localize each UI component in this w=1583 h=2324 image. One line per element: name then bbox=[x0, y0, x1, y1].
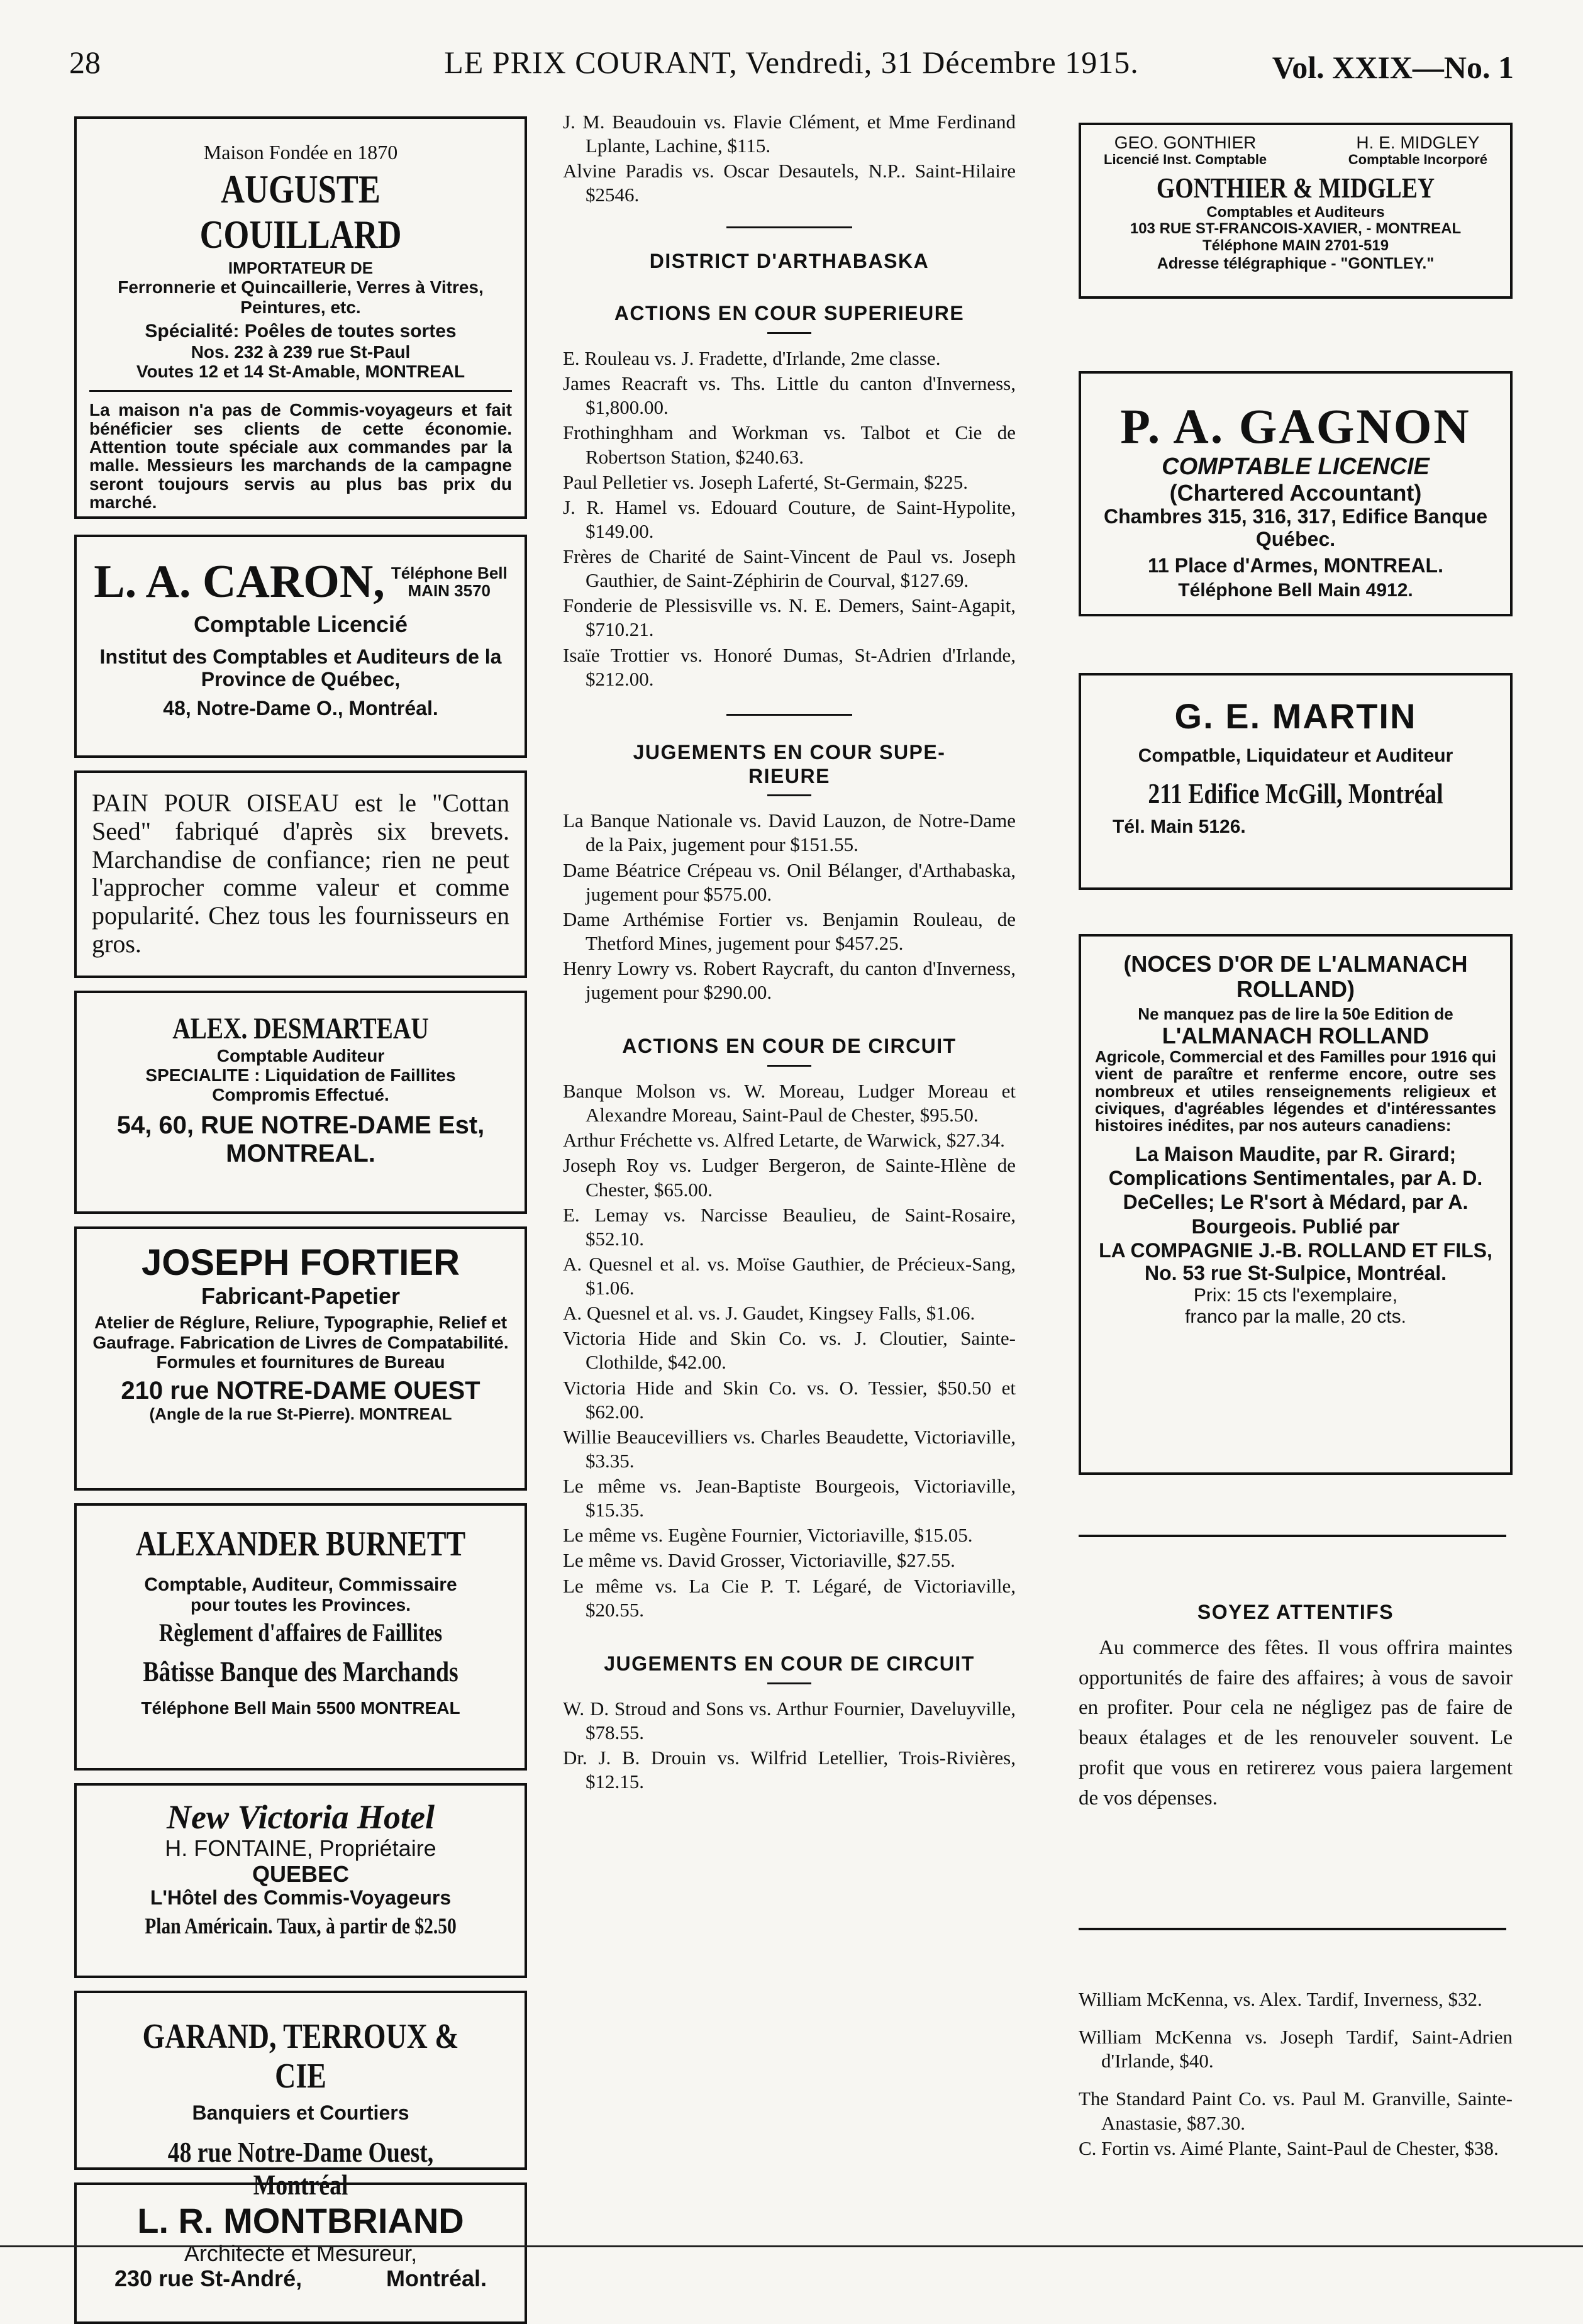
section-divider bbox=[726, 714, 852, 716]
montbriand-street: 230 rue St-André, bbox=[114, 2266, 303, 2292]
gagnon-name: P. A. GAGNON bbox=[1120, 399, 1471, 453]
list-item: Dr. J. B. Drouin vs. Wilfrid Letellier, Trois-Rivières, $12.15. bbox=[563, 1746, 1016, 1793]
couillard-line2: Ferronnerie et Quincaillerie, Verres à Vitres, Peintures, etc. bbox=[118, 277, 484, 317]
almanach-line8: franco par la malle, 20 cts. bbox=[1185, 1306, 1406, 1327]
martin-line3: Tél. Main 5126. bbox=[1113, 816, 1246, 837]
lead-entries bbox=[563, 110, 1016, 208]
almanach-line3: Agricole, Commercial et des Familles pour 1916 qui vient de paraître et renferme encore, outre ses nombreux et utiles renseignements religieux et civiques, d'agréables légendes et d'intéressantes histoires inédites, par nos auteurs canadiens: bbox=[1095, 1047, 1496, 1135]
desmarteau-line1: Comptable Auditeur bbox=[216, 1045, 385, 1065]
gonthier-left-name: GEO. GONTHIER bbox=[1114, 133, 1257, 152]
gonthier-line2: 103 RUE ST-FRANCOIS-XAVIER, - MONTREAL bbox=[1130, 220, 1462, 238]
gonthier-right-title: Comptable Incorporé bbox=[1348, 152, 1487, 168]
list-item: Willie Beaucevilliers vs. Charles Beaudette, Victoriaville, $3.35. bbox=[563, 1425, 1016, 1472]
garand-name: GARAND, TERROUX & CIE bbox=[142, 2017, 459, 2096]
gonthier-partner-right bbox=[1348, 133, 1487, 168]
caron-phone-label: Téléphone Bell bbox=[391, 563, 508, 582]
gagnon-line4: 11 Place d'Armes, MONTREAL. bbox=[1148, 553, 1443, 577]
soyez-body: Au commerce des fêtes. Il vous offrira maintes opportunités de faire des affaires; à vous de savoir en profiter. Pour cela ne négligez pas de faire de beaux étalages et de les renouveler souvent. Le profit que vous en retirerez vous paiera largement de vos dépenses. bbox=[1079, 1636, 1513, 1810]
bottom-rule bbox=[0, 2245, 1583, 2247]
section-divider bbox=[1079, 1535, 1506, 1537]
list-item: E. Rouleau vs. J. Fradette, d'Irlande, 2me classe. bbox=[563, 347, 941, 369]
caron-phone: MAIN 3570 bbox=[408, 581, 491, 601]
martin-line2: 211 Edifice McGill, Montréal bbox=[1148, 777, 1443, 810]
page-title: LE PRIX COURANT, Vendredi, 31 Décembre 1915. bbox=[444, 45, 1139, 80]
fortier-line2: Atelier de Réglure, Reliure, Typographie, Relief et Gaufrage. Fabrication de Livres de Compatabilité. bbox=[92, 1313, 509, 1352]
list-item: Le même vs. Eugène Fournier, Victoriaville, $15.05. bbox=[563, 1524, 973, 1547]
list-item: The Standard Paint Co. vs. Paul M. Granville, Sainte-Anastasie, $87.30. bbox=[1079, 2088, 1513, 2134]
caron-name: L. A. CARON, bbox=[94, 556, 385, 608]
gagnon-line2: (Chartered Accountant) bbox=[1169, 479, 1422, 506]
couillard-line4: Nos. 232 à 239 rue St-Paul bbox=[191, 342, 411, 362]
almanach-line7: Prix: 15 cts l'exemplaire, bbox=[1193, 1285, 1398, 1306]
page-number: 28 bbox=[69, 45, 101, 80]
couillard-divider bbox=[89, 390, 512, 392]
list-item: Dame Béatrice Crépeau vs. Onil Bélanger, d'Arthabaska, jugement pour $575.00. bbox=[563, 859, 1016, 905]
list-item: J. M. Beaudouin vs. Flavie Clément, et Mme Ferdinand Lplante, Lachine, $115. bbox=[563, 111, 1016, 157]
fortier-line3: Formules et fournitures de Bureau bbox=[156, 1352, 445, 1372]
gonthier-left-title: Licencié Inst. Comptable bbox=[1104, 152, 1267, 168]
volume-number: Vol. XXIX—No. 1 bbox=[1272, 50, 1514, 85]
list-item: Le même vs. Jean-Baptiste Bourgeois, Victoriaville, $15.35. bbox=[563, 1475, 1016, 1521]
list-item: James Reacraft vs. Ths. Little du canton d'Inverness, $1,800.00. bbox=[563, 372, 1016, 419]
gonthier-firm: GONTHIER & MIDGLEY bbox=[1156, 171, 1435, 204]
desmarteau-line5: MONTREAL. bbox=[226, 1139, 375, 1167]
couillard-founded: Maison Fondée en 1870 bbox=[203, 141, 398, 164]
ad-desmarteau bbox=[74, 991, 527, 1214]
fortier-name: JOSEPH FORTIER bbox=[142, 1242, 460, 1283]
heading-rule bbox=[767, 332, 811, 334]
montbriand-name: L. R. MONTBRIAND bbox=[137, 2201, 464, 2240]
couillard-line3: Spécialité: Poêles de toutes sortes bbox=[145, 321, 457, 342]
list-item: J. R. Hamel vs. Edouard Couture, de Saint-Hypolite, $149.00. bbox=[563, 496, 1016, 542]
burnett-line1: Comptable, Auditeur, Commissaire bbox=[144, 1574, 457, 1595]
burnett-line5: Téléphone Bell Main 5500 MONTREAL bbox=[141, 1698, 460, 1718]
ad-montbriand bbox=[74, 2182, 527, 2324]
garand-line2: 48 rue Notre-Dame Ouest, Montréal bbox=[167, 2136, 434, 2201]
section-heading: ACTIONS EN COUR DE CIRCUIT bbox=[622, 1035, 957, 1058]
gagnon-line5: Téléphone Bell Main 4912. bbox=[1178, 579, 1413, 601]
list-item: La Banque Nationale vs. David Lauzon, de Notre-Dame de la Paix, jugement pour $151.55. bbox=[563, 809, 1016, 856]
list-item: E. Lemay vs. Narcisse Beaulieu, de Saint-Rosaire, $52.10. bbox=[563, 1203, 1016, 1250]
district-heading: DISTRICT D'ARTHABASKA bbox=[649, 249, 930, 272]
almanach-line1: Ne manquez pas de lire la 50e Edition de bbox=[1138, 1004, 1453, 1023]
right-entries bbox=[1079, 1988, 1513, 2162]
caron-phone-block bbox=[391, 564, 508, 600]
section-heading: JUGEMENTS EN COUR DE CIRCUIT bbox=[604, 1652, 975, 1675]
heading-rule bbox=[767, 1682, 811, 1684]
desmarteau-line2: SPECIALITE : Liquidation de Faillites bbox=[145, 1065, 456, 1086]
burnett-line3: Règlement d'affaires de Faillites bbox=[158, 1618, 443, 1647]
list-item: Dame Arthémise Fortier vs. Benjamin Rouleau, de Thetford Mines, jugement pour $457.25. bbox=[563, 908, 1016, 954]
section-heading: JUGEMENTS EN COUR SUPE- RIEURE bbox=[633, 740, 946, 787]
gonthier-line4: Adresse télégraphique - "GONTLEY." bbox=[1157, 255, 1435, 273]
ad-martin bbox=[1079, 673, 1513, 890]
couillard-notice: La maison n'a pas de Commis-voyageurs et fait bénéficier ses clients de cette économie. Attention toute spéciale aux commandes par la malle. Messieurs les marchands de la campagne seront toujours servis au plus bas prix du marché. bbox=[89, 400, 512, 513]
list-item: Le même vs. David Grosser, Victoriaville, $27.55. bbox=[563, 1549, 955, 1572]
montbriand-line1: Architecte et Mesureur, bbox=[184, 2240, 418, 2266]
almanach-line2: L'ALMANACH ROLLAND bbox=[1162, 1022, 1430, 1048]
section-entries bbox=[563, 809, 1016, 1004]
desmarteau-name: ALEX. DESMARTEAU bbox=[172, 1012, 429, 1045]
soyez-attentifs bbox=[1079, 1601, 1513, 1814]
list-item: Fonderie de Plessisville vs. N. E. Demers, Saint-Agapit, $710.21. bbox=[563, 594, 1016, 641]
ad-caron bbox=[74, 535, 527, 758]
section-entries bbox=[563, 1079, 1016, 1622]
pain-oiseau-text: PAIN POUR OISEAU est le "Cottan Seed" fabriqué d'après six brevets. Marchandise de confiance; rien ne peut l'approcher comme valeur et comme popularité. Chez tous les fournisseurs en gros. bbox=[92, 789, 509, 958]
list-item: W. D. Stroud and Sons vs. Arthur Fournier, Daveluyville, $78.55. bbox=[563, 1697, 1016, 1743]
gagnon-line3: Chambres 315, 316, 317, Edifice Banque Québec. bbox=[1103, 505, 1488, 551]
list-item: William McKenna vs. Joseph Tardif, Saint-Adrien d'Irlande, $40. bbox=[1079, 2026, 1513, 2072]
ad-pain-oiseau bbox=[74, 770, 527, 978]
list-item: Arthur Fréchette vs. Alfred Letarte, de Warwick, $27.34. bbox=[563, 1129, 1005, 1152]
burnett-line2: pour toutes les Provinces. bbox=[190, 1595, 411, 1615]
garand-line1: Banquiers et Courtiers bbox=[192, 2101, 409, 2125]
burnett-line4: Bâtisse Banque des Marchands bbox=[143, 1655, 458, 1688]
victoria-line3: L'Hôtel des Commis-Voyageurs bbox=[150, 1886, 452, 1910]
section-entries bbox=[563, 1697, 1016, 1794]
almanach-line6: No. 53 rue St-Sulpice, Montréal. bbox=[1144, 1262, 1447, 1285]
heading-rule bbox=[767, 1065, 811, 1067]
martin-line1: Compatble, Liquidateur et Auditeur bbox=[1138, 745, 1453, 766]
section-divider bbox=[726, 226, 852, 228]
list-item: Banque Molson vs. W. Moreau, Ludger Moreau et Alexandre Moreau, Saint-Paul de Chester, $95.50. bbox=[563, 1080, 1016, 1126]
gonthier-right-name: H. E. MIDGLEY bbox=[1356, 133, 1480, 152]
fortier-line1: Fabricant-Papetier bbox=[201, 1282, 401, 1309]
victoria-line1: H. FONTAINE, Propriétaire bbox=[165, 1835, 436, 1862]
spacer bbox=[563, 1017, 1016, 1035]
list-item: Henry Lowry vs. Robert Raycraft, du canton d'Inverness, jugement pour $290.00. bbox=[563, 957, 1016, 1004]
list-item: Victoria Hide and Skin Co. vs. O. Tessier, $50.50 et $62.00. bbox=[563, 1376, 1016, 1423]
burnett-name: ALEXANDER BURNETT bbox=[135, 1525, 466, 1564]
ad-victoria-hotel bbox=[74, 1783, 527, 1978]
list-item: Joseph Roy vs. Ludger Bergeron, de Sainte-Hlène de Chester, $65.00. bbox=[563, 1154, 1016, 1201]
list-item: Victoria Hide and Skin Co. vs. J. Cloutier, Sainte-Clothilde, $42.00. bbox=[563, 1327, 1016, 1374]
desmarteau-line3: Compromis Effectué. bbox=[212, 1085, 389, 1105]
montbriand-city: Montréal. bbox=[386, 2266, 487, 2292]
fortier-line4: 210 rue NOTRE-DAME OUEST bbox=[121, 1377, 480, 1405]
desmarteau-line4: 54, 60, RUE NOTRE-DAME Est, bbox=[116, 1111, 485, 1139]
almanach-title: (NOCES D'OR DE L'ALMANACH ROLLAND) bbox=[1123, 951, 1468, 1003]
caron-address: 48, Notre-Dame O., Montréal. bbox=[163, 696, 438, 720]
gonthier-partner-left bbox=[1104, 133, 1267, 168]
ad-couillard bbox=[74, 116, 527, 519]
victoria-line4: Plan Américain. Taux, à partir de $2.50 bbox=[145, 1913, 457, 1938]
caron-desc: Institut des Comptables et Auditeurs de la Province de Québec, bbox=[99, 645, 502, 691]
couillard-line1: IMPORTATEUR DE bbox=[228, 259, 374, 278]
soyez-heading: SOYEZ ATTENTIFS bbox=[1197, 1601, 1394, 1623]
almanach-line4: La Maison Maudite, par R. Girard; Complications Sentimentales, par A. D. DeCelles; Le R'sort à Médard, par A. Bourgeois. Publié par bbox=[1108, 1142, 1483, 1238]
middle-column bbox=[563, 110, 1016, 1806]
couillard-line5: Voutes 12 et 14 St-Amable, MONTREAL bbox=[136, 361, 465, 381]
spacer bbox=[563, 1635, 1016, 1652]
list-item: Paul Pelletier vs. Joseph Laferté, St-Germain, $225. bbox=[563, 470, 968, 493]
victoria-line2: QUEBEC bbox=[252, 1860, 350, 1887]
list-item: Isaïe Trottier vs. Honoré Dumas, St-Adrien d'Irlande, $212.00. bbox=[563, 643, 1016, 690]
list-item: Frothinghham and Workman vs. Talbot et Cie de Robertson Station, $240.63. bbox=[563, 421, 1016, 468]
caron-name-row bbox=[89, 556, 512, 608]
list-item: William McKenna, vs. Alex. Tardif, Inverness, $32. bbox=[1079, 1988, 1482, 2010]
ad-fortier bbox=[74, 1226, 527, 1491]
ad-gonthier-midgley bbox=[1079, 123, 1513, 299]
list-item: Le même vs. La Cie P. T. Légaré, de Victoriaville, $20.55. bbox=[563, 1574, 1016, 1621]
gagnon-line1: COMPTABLE LICENCIE bbox=[1162, 453, 1430, 481]
ad-gagnon bbox=[1079, 371, 1513, 616]
section-entries bbox=[563, 347, 1016, 691]
list-item: A. Quesnel et al. vs. J. Gaudet, Kingsey Falls, $1.06. bbox=[563, 1302, 975, 1325]
gonthier-line1: Comptables et Auditeurs bbox=[1206, 203, 1385, 221]
caron-title: Comptable Licencié bbox=[193, 611, 408, 637]
list-item: Frères de Charité de Saint-Vincent de Paul vs. Joseph Gauthier, de Saint-Zéphirin de Courval, $127.69. bbox=[563, 545, 1016, 592]
list-item: A. Quesnel et al. vs. Moïse Gauthier, de Précieux-Sang, $1.06. bbox=[563, 1252, 1016, 1299]
ad-almanach bbox=[1079, 934, 1513, 1475]
list-item: Alvine Paradis vs. Oscar Desautels, N.P.. Saint-Hilaire $2546. bbox=[563, 160, 1016, 206]
almanach-line5: LA COMPAGNIE J.-B. ROLLAND ET FILS, bbox=[1099, 1239, 1492, 1262]
montbriand-line2 bbox=[89, 2266, 512, 2291]
heading-rule bbox=[767, 794, 811, 796]
page-header bbox=[69, 44, 1514, 101]
section-heading: ACTIONS EN COUR SUPERIEURE bbox=[614, 302, 965, 325]
couillard-name: AUGUSTE COUILLARD bbox=[199, 166, 402, 257]
gonthier-line3: Téléphone MAIN 2701-519 bbox=[1202, 237, 1389, 255]
section-divider bbox=[1079, 1928, 1506, 1930]
list-item: C. Fortin vs. Aimé Plante, Saint-Paul de Chester, $38. bbox=[1079, 2137, 1499, 2159]
victoria-name: New Victoria Hotel bbox=[167, 1798, 435, 1836]
spacer bbox=[563, 273, 1016, 302]
ad-garand bbox=[74, 1991, 527, 2201]
martin-name: G. E. MARTIN bbox=[1174, 696, 1417, 736]
fortier-line5: (Angle de la rue St-Pierre). MONTREAL bbox=[149, 1404, 452, 1424]
gonthier-partners bbox=[1091, 133, 1500, 168]
ad-burnett bbox=[74, 1503, 527, 1771]
